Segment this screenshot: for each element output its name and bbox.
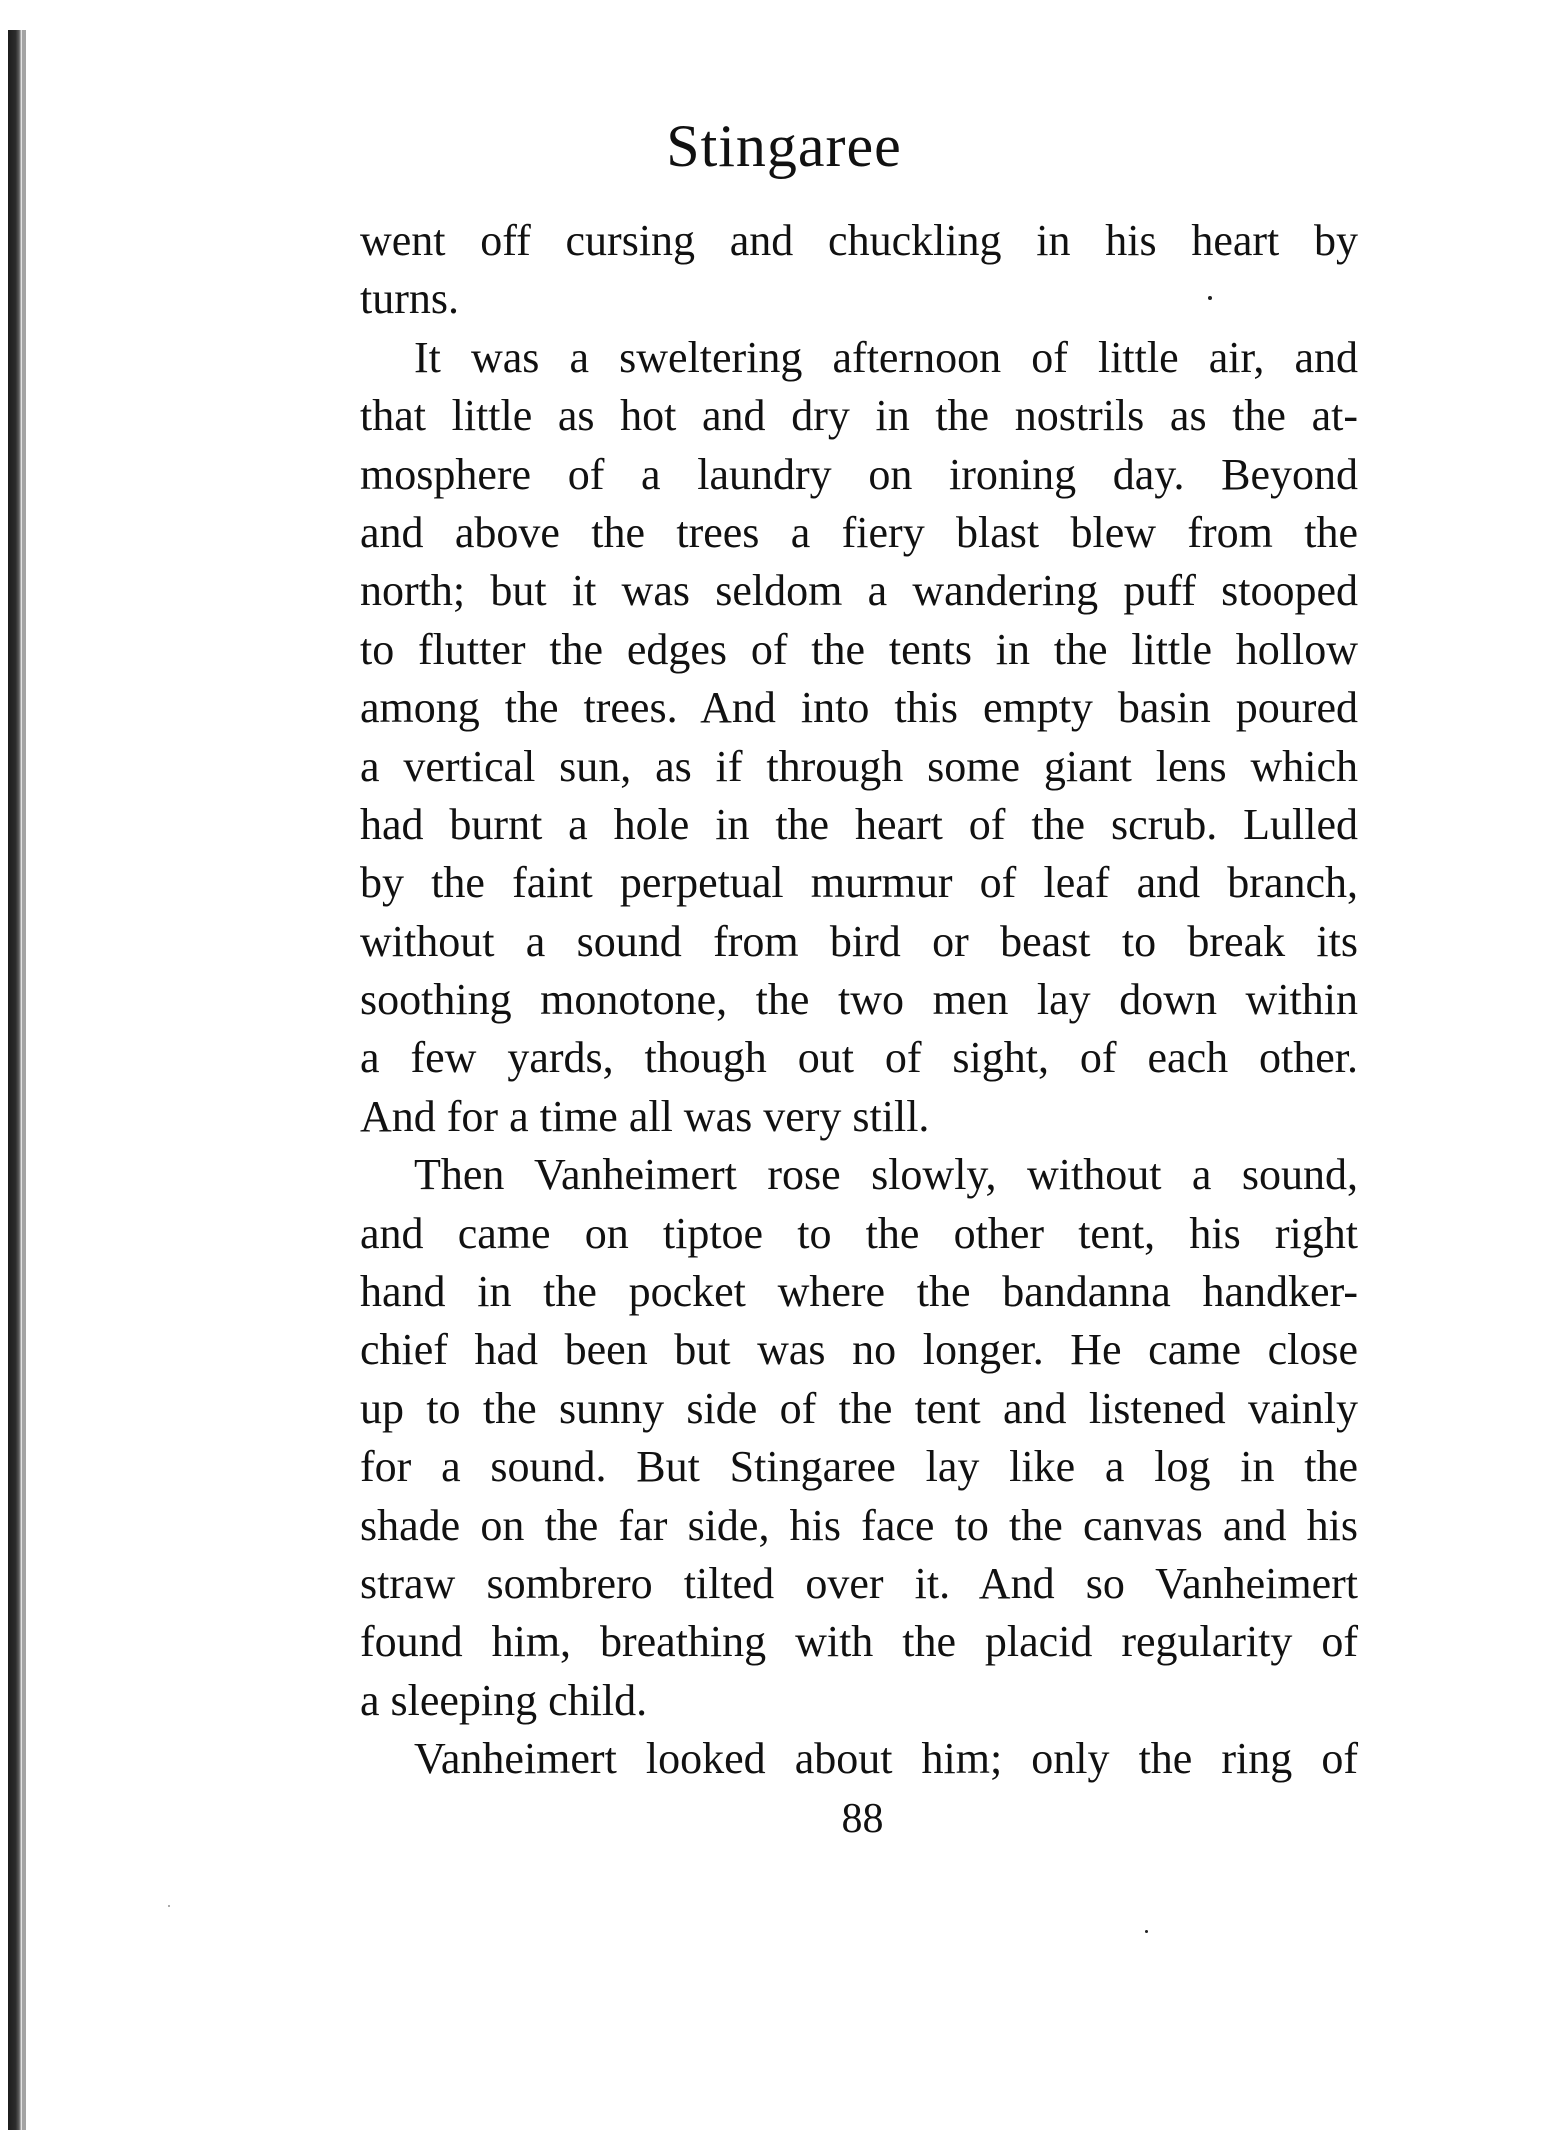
text-line: that little as hot and dry in the nostrils as the at- xyxy=(360,391,1358,441)
text-line: among the trees. And into this empty basin poured xyxy=(360,683,1358,733)
scan-speck xyxy=(1145,1930,1148,1933)
page-number: 88 xyxy=(841,1796,884,1842)
text-line: shade on the far side, his face to the canvas and his xyxy=(360,1500,1358,1550)
text-line: north; but it was seldom a wandering puff stooped xyxy=(360,566,1358,616)
text-line: and above the trees a fiery blast blew from the xyxy=(360,507,1358,557)
text-line: to flutter the edges of the tents in the little hollow xyxy=(360,624,1358,674)
text-line: by the faint perpetual murmur of leaf and branch, xyxy=(360,858,1358,908)
scan-speck xyxy=(1208,296,1212,300)
text-line: a sleeping child. xyxy=(360,1675,648,1725)
text-line: a vertical sun, as if through some giant lens which xyxy=(360,741,1358,791)
text-line: And for a time all was very still. xyxy=(360,1091,930,1141)
text-line: and came on tiptoe to the other tent, his right xyxy=(360,1208,1358,1258)
running-head: Stingaree xyxy=(666,113,902,179)
text-line: had burnt a hole in the heart of the scrub. Lulled xyxy=(360,799,1358,849)
text-line: without a sound from bird or beast to break its xyxy=(360,916,1358,966)
text-line: found him, breathing with the placid regularity of xyxy=(360,1617,1358,1667)
text-line: a few yards, though out of sight, of each other. xyxy=(360,1033,1358,1083)
text-line: Then Vanheimert rose slowly, without a sound, xyxy=(414,1150,1358,1200)
text-line: hand in the pocket where the bandanna handker- xyxy=(360,1267,1358,1317)
text-line: mosphere of a laundry on ironing day. Beyond xyxy=(360,449,1358,499)
text-line: It was a sweltering afternoon of little air, and xyxy=(414,332,1358,382)
text-line: chief had been but was no longer. He came close xyxy=(360,1325,1358,1375)
text-line: Vanheimert looked about him; only the ring of xyxy=(414,1734,1358,1784)
text-line: for a sound. But Stingaree lay like a log in the xyxy=(360,1442,1358,1492)
text-line: went off cursing and chuckling in his heart by xyxy=(360,216,1358,265)
body-text xyxy=(360,212,1358,1789)
text-line: straw sombrero tilted over it. And so Vanheimert xyxy=(360,1558,1358,1608)
scan-speck xyxy=(168,1905,170,1907)
text-line: up to the sunny side of the tent and listened vainly xyxy=(360,1383,1358,1433)
text-line: soothing monotone, the two men lay down within xyxy=(360,975,1358,1025)
text-line: turns. xyxy=(360,274,459,324)
